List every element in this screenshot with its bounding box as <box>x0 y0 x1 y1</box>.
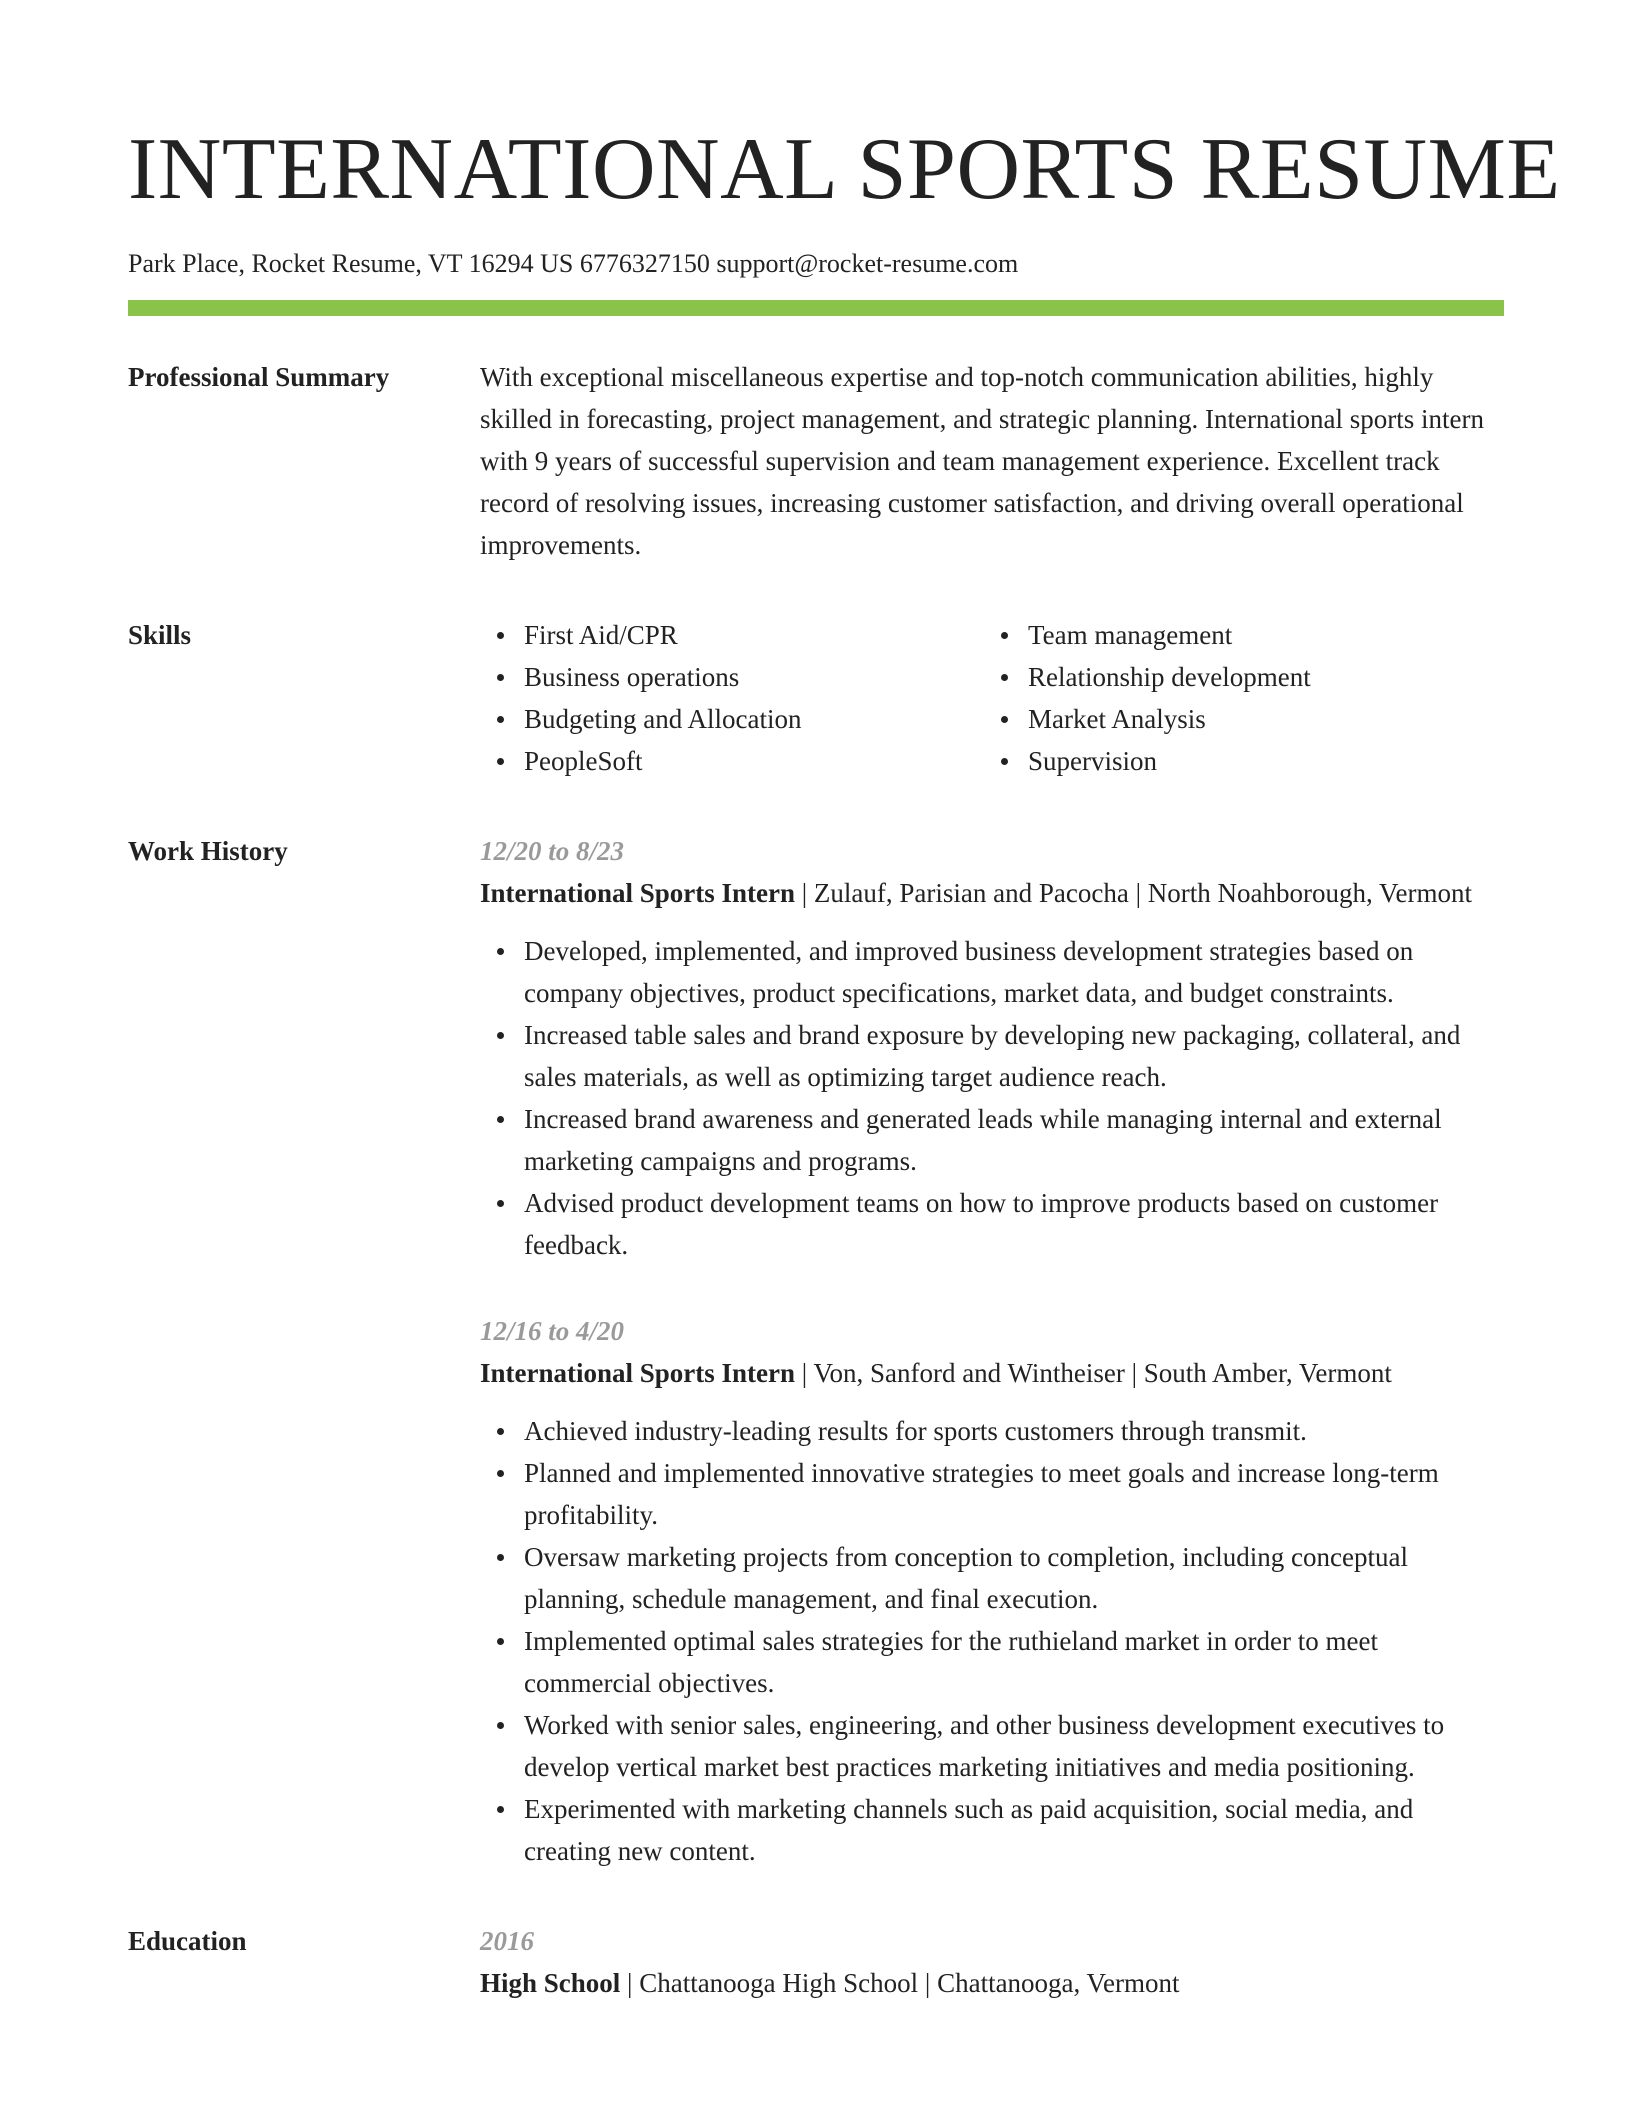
skill-item: Team management <box>1028 614 1504 656</box>
work-history-body <box>480 830 1504 1872</box>
job-bullet: Achieved industry-leading results for sports customers through transmit. <box>524 1410 1504 1452</box>
job-title: International Sports Intern <box>480 1358 796 1388</box>
skills-section <box>128 614 1504 782</box>
section-label-summary: Professional Summary <box>128 362 390 392</box>
skill-item: First Aid/CPR <box>524 614 984 656</box>
skill-item: Relationship development <box>1028 656 1504 698</box>
contact-line: Park Place, Rocket Resume, VT 16294 US 6776327150 support@rocket-resume.com <box>128 249 1019 278</box>
skills-list-right <box>984 614 1504 782</box>
job-role <box>480 1352 1504 1394</box>
education-body <box>480 1920 1504 2004</box>
resume-title: INTERNATIONAL SPORTS RESUME <box>128 121 1561 218</box>
section-label-skills: Skills <box>128 620 192 650</box>
job-bullet: Increased brand awareness and generated leads while managing internal and external marketing campaigns and programs. <box>524 1098 1504 1182</box>
job-entry <box>480 830 1504 1266</box>
education-section <box>128 1920 1504 2004</box>
work-history-section <box>128 830 1504 1872</box>
job-entry <box>480 1310 1504 1872</box>
job-bullet: Worked with senior sales, engineering, and other business development executives to develop vertical market best practices marketing initiatives and media positioning. <box>524 1704 1504 1788</box>
job-details: | Von, Sanford and Wintheiser | South Amber, Vermont <box>795 1358 1392 1388</box>
summary-body <box>480 356 1504 566</box>
summary-section <box>128 356 1504 566</box>
job-dates: 12/16 to 4/20 <box>480 1316 625 1346</box>
job-bullets <box>480 930 1504 1266</box>
education-details: | Chattanooga High School | Chattanooga, Vermont <box>620 1968 1180 1998</box>
job-title: International Sports Intern <box>480 878 796 908</box>
education-year: 2016 <box>480 1926 534 1956</box>
section-label-work-history: Work History <box>128 836 288 866</box>
job-bullet: Planned and implemented innovative strategies to meet goals and increase long-term profitability. <box>524 1452 1504 1536</box>
job-bullet: Increased table sales and brand exposure by developing new packaging, collateral, and sales materials, as well as optimizing target audience reach. <box>524 1014 1504 1098</box>
job-bullet: Developed, implemented, and improved business development strategies based on company objectives, product specifications, market data, and budget constraints. <box>524 930 1504 1014</box>
education-degree: High School <box>480 1968 621 1998</box>
job-bullet: Oversaw marketing projects from conception to completion, including conceptual planning, schedule management, and final execution. <box>524 1536 1504 1620</box>
skill-item: Supervision <box>1028 740 1504 782</box>
skills-body <box>480 614 1504 782</box>
job-bullet: Advised product development teams on how to improve products based on customer feedback. <box>524 1182 1504 1266</box>
job-dates: 12/20 to 8/23 <box>480 836 625 866</box>
skill-item: PeopleSoft <box>524 740 984 782</box>
skill-item: Budgeting and Allocation <box>524 698 984 740</box>
job-details: | Zulauf, Parisian and Pacocha | North Noahborough, Vermont <box>795 878 1472 908</box>
skills-list-left <box>480 614 984 782</box>
summary-text: With exceptional miscellaneous expertise and top-notch communication abilities, highly skilled in forecasting, project management, and strategic planning. International sports intern with 9 years of successful supervision and team management experience. Excellent track record of resolving issues, increasing customer satisfaction, and driving overall operational improvements. <box>480 362 1484 560</box>
job-bullet: Experimented with marketing channels such as paid acquisition, social media, and creating new content. <box>524 1788 1504 1872</box>
skill-item: Market Analysis <box>1028 698 1504 740</box>
skill-item: Business operations <box>524 656 984 698</box>
header-divider <box>128 300 1504 316</box>
job-role <box>480 872 1504 914</box>
job-bullet: Implemented optimal sales strategies for the ruthieland market in order to meet commercial objectives. <box>524 1620 1504 1704</box>
education-role <box>480 1962 1504 2004</box>
section-label-education: Education <box>128 1926 247 1956</box>
job-bullets <box>480 1410 1504 1872</box>
